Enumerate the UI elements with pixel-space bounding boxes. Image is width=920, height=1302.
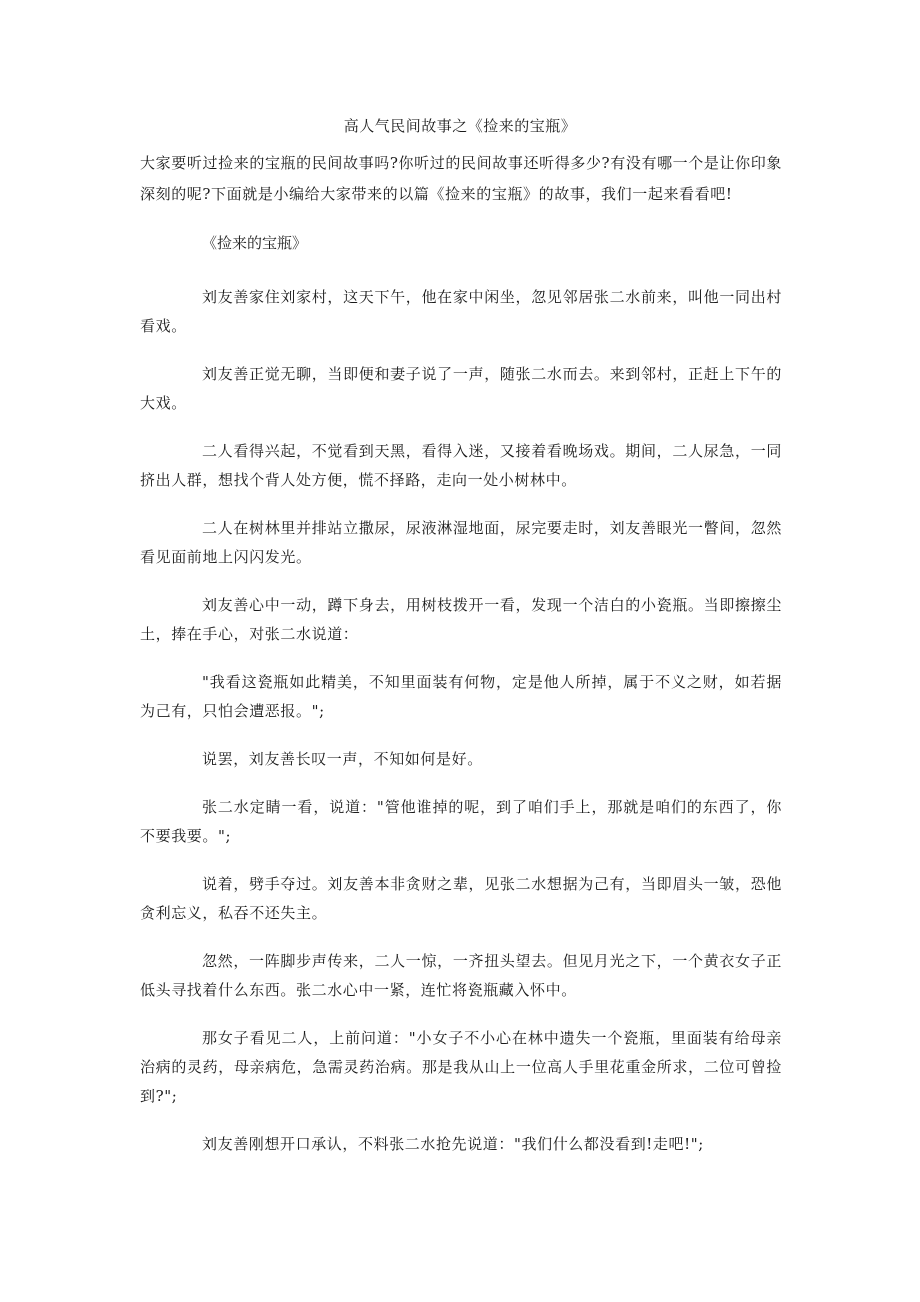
- story-paragraph: 刘友善刚想开口承认，不料张二水抢先说道："我们什么都没看到!走吧!";: [202, 1135, 704, 1153]
- story-paragraph: 刘友善心中一动，蹲下身去，用树枝拨开一看，发现一个洁白的小瓷瓶。当即擦擦尘土，捧在手心，对张二水说道：: [140, 596, 782, 643]
- story-paragraph: 二人在树林里并排站立撒尿，尿液淋湿地面，尿完要走时，刘友善眼光一瞥间，忽然看见面前地上闪闪发光。: [140, 519, 782, 566]
- story-paragraph: "我看这瓷瓶如此精美，不知里面装有何物，定是他人所掉，属于不义之财，如若据为己有，只怕会遭恶报。";: [140, 673, 782, 720]
- story-paragraph: 说着，劈手夺过。刘友善本非贪财之辈，见张二水想据为己有，当即眉头一皱，恐他贪利忘义，私吞不还失主。: [140, 875, 782, 922]
- story-paragraph: 说罢，刘友善长叹一声，不知如何是好。: [202, 750, 483, 768]
- story-body: [140, 283, 782, 1178]
- story-paragraph: 二人看得兴起，不觉看到天黑，看得入迷，又接着看晚场戏。期间，二人尿急，一同挤出人群，想找个背人处方便，慌不择路，走向一处小树林中。: [140, 442, 782, 489]
- story-paragraph: 张二水定睛一看，说道："管他谁掉的呢，到了咱们手上，那就是咱们的东西了，你不要我要。";: [140, 798, 782, 845]
- story-paragraph: 刘友善正觉无聊，当即便和妻子说了一声，随张二水而去。来到邻村，正赶上下午的大戏。: [140, 365, 782, 412]
- story-paragraph: 那女子看见二人，上前问道："小女子不小心在林中遗失一个瓷瓶，里面装有给母亲治病的灵药，母亲病危，急需灵药治病。那是我从山上一位高人手里花重金所求，二位可曾捡到?";: [140, 1029, 782, 1105]
- intro-paragraph: 大家要听过捡来的宝瓶的民间故事吗?你听过的民间故事还听得多少?有没有哪一个是让你印象深刻的呢?下面就是小编给大家带来的以篇《捡来的宝瓶》的故事，我们一起来看看吧!: [140, 154, 782, 203]
- story-paragraph: 忽然，一阵脚步声传来，二人一惊，一齐扭头望去。但见月光之下，一个黄衣女子正低头寻找着什么东西。张二水心中一紧，连忙将瓷瓶藏入怀中。: [140, 952, 782, 999]
- story-subtitle: 《捡来的宝瓶》: [202, 234, 308, 252]
- document-title: 高人气民间故事之《捡来的宝瓶》: [343, 117, 577, 135]
- story-paragraph: 刘友善家住刘家村，这天下午，他在家中闲坐，忽见邻居张二水前来，叫他一同出村看戏。: [140, 288, 782, 335]
